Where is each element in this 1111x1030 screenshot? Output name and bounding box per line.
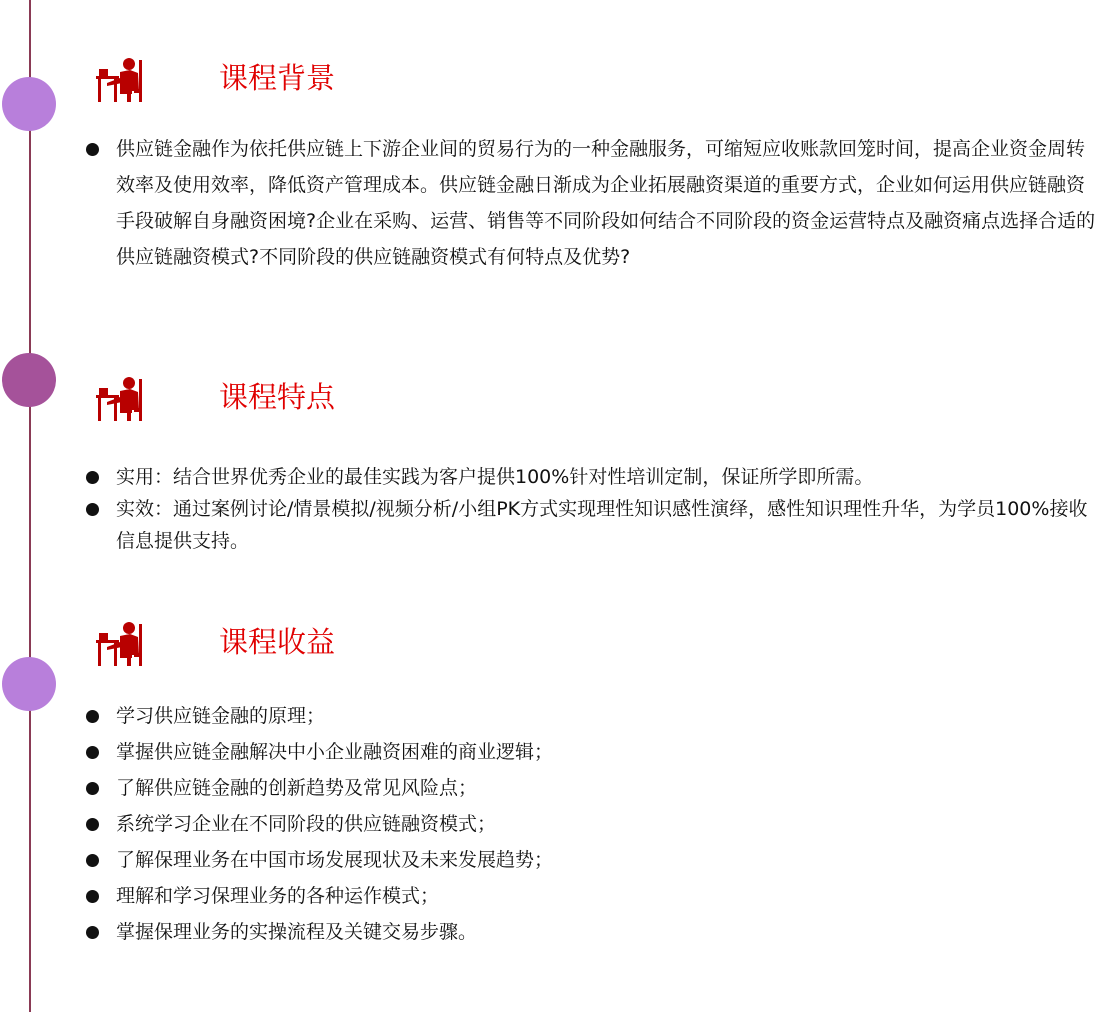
list-item: 掌握保理业务的实操流程及关键交易步骤。: [84, 914, 1102, 950]
list-item: 供应链金融作为依托供应链上下游企业间的贸易行为的一种金融服务，可缩短应收账款回笼时间，提高企业资金周转效率及使用效率，降低资产管理成本。供应链金融日渐成为企业拓展融资渠道的重要方式，企业如何运用供应链融资手段破解自身融资困境?企业在采购、运营、销售等不同阶段如何结合不同阶段的资金运营特点及融资痛点选择合适的供应链融资模式?不同阶段的供应链融资模式有何特点及优势?: [84, 131, 1102, 275]
list-item: 学习供应链金融的原理；: [84, 698, 1102, 734]
section-title: 课程特点: [219, 380, 336, 414]
section-title: 课程收益: [219, 625, 336, 659]
person-at-desk-icon: [94, 56, 148, 102]
bullet-list: [84, 461, 1102, 557]
list-item: 理解和学习保理业务的各种运作模式；: [84, 878, 1102, 914]
section-header: [0, 375, 600, 435]
list-item: 掌握供应链金融解决中小企业融资困难的商业逻辑；: [84, 734, 1102, 770]
bullet-list: [84, 131, 1102, 275]
list-item: 实效：通过案例讨论/情景模拟/视频分析/小组PK方式实现理性知识感性演绎，感性知识理性升华，为学员100%接收信息提供支持。: [84, 493, 1102, 557]
section-header: [0, 56, 600, 116]
list-item: 了解保理业务在中国市场发展现状及未来发展趋势；: [84, 842, 1102, 878]
timeline-line: [29, 0, 31, 1012]
bullet-list: [84, 698, 1102, 950]
list-item: 了解供应链金融的创新趋势及常见风险点；: [84, 770, 1102, 806]
section-header: [0, 620, 600, 680]
person-at-desk-icon: [94, 620, 148, 666]
person-at-desk-icon: [94, 375, 148, 421]
section-title: 课程背景: [219, 61, 336, 95]
list-item: 系统学习企业在不同阶段的供应链融资模式；: [84, 806, 1102, 842]
list-item: 实用：结合世界优秀企业的最佳实践为客户提供100%针对性培训定制，保证所学即所需。: [84, 461, 1102, 493]
